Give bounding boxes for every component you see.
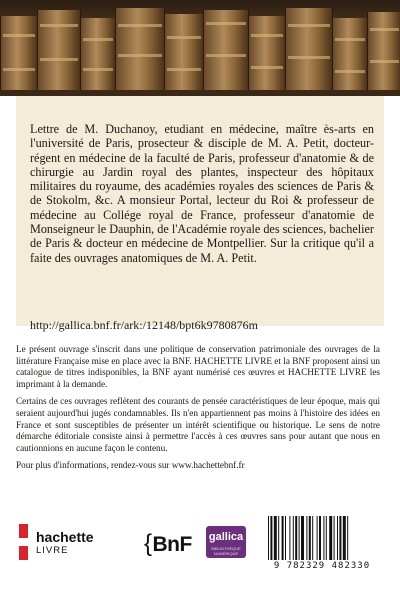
old-books-photo <box>0 0 400 96</box>
publisher-notice <box>16 344 380 478</box>
gallica-logo <box>206 526 246 558</box>
book-spine <box>115 8 165 96</box>
book-title: Lettre de M. Duchanoy, etudiant en médecine, maître ès-arts en l'université de Paris, prosecteur & disciple de M. A. Petit, docteur-régent en médecine de la faculté de Paris, professeur d'anatomie & de chirurgie au Jardin royal des plantes, inspecteur des hôpitaux militaires du royaume, des académies royales des sciences de Paris & de Stokolm, &c. A monsieur Portal, lecteur du Roi & professeur de médecine au Collége royal de France, professeur d'anatomie de Monseigneur le Dauphin, de l'Académie royale des sciences, bachelier de Paris & docteur en médecine de Montpellier. Sur la critique qu'il a faite des ouvrages anatomiques de M. A. Petit. <box>30 122 374 265</box>
book-spine <box>164 14 204 96</box>
isbn-number: 9 782329 482330 <box>273 561 371 571</box>
book-spine <box>0 16 38 96</box>
barcode-icon <box>268 516 376 560</box>
notice-paragraph: Certains de ces ouvrages reflètent des courants de pensée caractéristiques de leur époque, mais qui seraient aujourd'hui jugés condamnables. Ils n'en appartiennent pas moins à l'histoire des idées en France et sont susceptibles de présenter un intérêt scientifique ou historique. Le sens de notre démarche éditoriale consiste ainsi à permettre l'accès à ces œuvres sans pour autant que nous en cautionnions en aucune façon le contenu. <box>16 396 380 453</box>
bnf-logo <box>144 530 192 558</box>
book-spine <box>285 8 333 96</box>
gallica-text: gallica <box>208 531 244 543</box>
logos-row <box>16 516 384 576</box>
book-spine <box>37 10 81 96</box>
hachette-name: hachette <box>36 529 94 545</box>
source-url: http://gallica.bnf.fr/ark:/12148/bpt6k9780876m <box>30 318 258 332</box>
book-spine <box>248 16 286 96</box>
gallica-sub: BIBLIOTHÈQUE NUMÉRIQUE <box>211 546 241 556</box>
bnf-bracket: { <box>144 530 152 557</box>
bnf-text: BnF <box>152 533 192 556</box>
title-panel <box>16 96 384 332</box>
hachette-logo-icon <box>16 522 31 562</box>
isbn-barcode <box>260 516 384 574</box>
book-spine <box>80 18 116 96</box>
book-spine <box>332 18 368 96</box>
book-spine <box>367 12 400 96</box>
hachette-sub: LIVRE <box>36 545 69 556</box>
hachette-logo <box>36 530 94 556</box>
notice-paragraph: Le présent ouvrage s'inscrit dans une politique de conservation patrimoniale des ouvrages de la littérature Française mise en place avec la BNF. HACHETTE LIVRE et la BNF proposent ainsi un catalogue de titres indisponibles, la BNF ayant numérisé ces œuvres et HACHETTE LIVRE les imprimant à la demande. <box>16 344 380 389</box>
notice-paragraph: Pour plus d'informations, rendez-vous sur www.hachettebnf.fr <box>16 460 245 471</box>
book-spine <box>203 10 249 96</box>
